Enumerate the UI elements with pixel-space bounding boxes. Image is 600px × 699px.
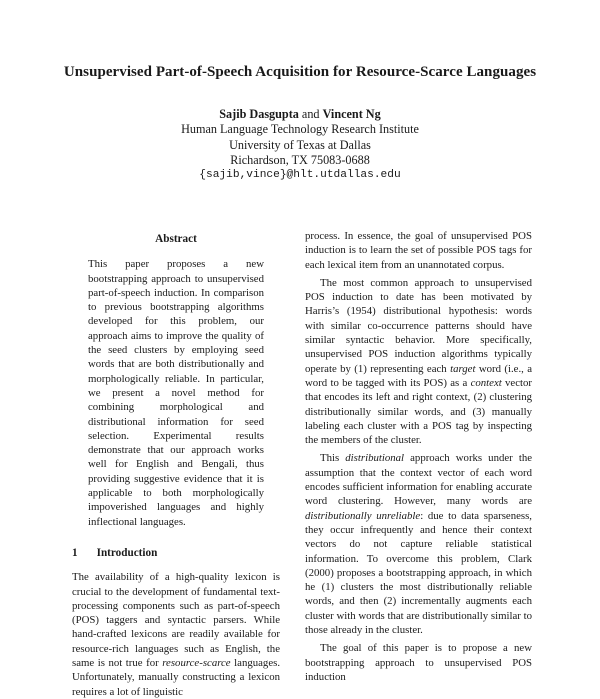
paragraph-distributional-hypothesis bbox=[305, 276, 532, 448]
left-column bbox=[72, 232, 280, 699]
email: {sajib,vince}@hlt.utdallas.edu bbox=[199, 169, 401, 182]
author-name-2: Vincent Ng bbox=[322, 107, 381, 121]
p2-text-c: vector that encodes its left and right context, (2) clustering distributionally similar words, and (3) manually labeling each cluster with a POS tag by inspecting the members of the cluster. bbox=[305, 376, 533, 447]
p2-italic-target: target bbox=[450, 362, 476, 375]
paragraph-goal: The goal of this paper is to propose a new bootstrapping approach to unsupervised POS induction bbox=[305, 642, 532, 683]
p2-italic-context: context bbox=[470, 376, 502, 389]
university: University of Texas at Dallas bbox=[229, 137, 371, 152]
p2-text-a: The most common approach to unsupervised POS induction to date has been motivated by Harris’s (1954) distributional hypothesis: words with similar co-occurrence patterns should have similar syntactic behavior. More specifically, unsupervised POS induction algorithms typically operate by (1) representing each bbox=[305, 276, 532, 375]
p3-text-a: This bbox=[320, 452, 340, 465]
intro-text-1: The availability of a high-quality lexicon is crucial to the development of fundamental text-processing components such as part-of-speech (POS) taggers and syntactic parsers. While hand-crafted lexicons are readily available for resource-rich languages such as English, the same is not true for bbox=[72, 571, 280, 670]
introduction-paragraph bbox=[72, 570, 280, 699]
author-block bbox=[0, 107, 600, 183]
paragraph-continued: process. In essence, the goal of unsupervised POS induction is to learn the set of possible POS tags for each lexical item from an unannotated corpus. bbox=[305, 230, 532, 271]
author-conjunction: and bbox=[301, 107, 320, 121]
p3-text-b: approach works under the assumption that the context vector of each word encodes sufficient information for enabling accurate word clustering. However, many words are bbox=[305, 452, 533, 508]
paper-title: Unsupervised Part-of-Speech Acquisition for Resource-Scarce Languages bbox=[63, 64, 537, 80]
address: Richardson, TX 75083-0688 bbox=[230, 152, 370, 167]
p3-italic-distributional: distributional bbox=[345, 452, 405, 465]
intro-text-2: languages. Unfortunately, manually constructing a lexicon requires a lot of linguistic bbox=[72, 657, 281, 698]
right-column bbox=[305, 229, 532, 688]
p3-text-c: : due to data sparseness, they occur infrequently and hence their context vectors do not capture reliable statistical information. To overcome this problem, Clark (2000) proposes a bootstrapping approach, in which he (1) clusters the most distributionally reliable words, and then (2) incrementally augments each cluster with words that are distributionally similar to those already in the cluster. bbox=[305, 509, 532, 637]
affiliation: Human Language Technology Research Institute bbox=[181, 122, 419, 137]
abstract-text: This paper proposes a new bootstrapping approach to unsupervised part-of-speech induction. In comparison to previous bootstrapping algorithms developed for this problem, our approach aims to improve the quality of the seed clusters by employing seed words that are both distributionally and morphologically reliable. In particular, we present a novel method for combining morphological and distributional information for seed selection. Experimental results demonstrate that our approach works well for English and Bengali, thus providing suggestive evidence that it is applicable to both morphologically impoverished languages and highly inflectional languages. bbox=[88, 258, 264, 528]
section-title: Introduction bbox=[96, 546, 158, 559]
section-number: 1 bbox=[72, 546, 78, 559]
p3-italic-unreliable: distributionally unreliable bbox=[305, 509, 421, 522]
abstract-heading: Abstract bbox=[155, 233, 197, 245]
author-name-1: Sajib Dasgupta bbox=[219, 107, 299, 121]
section-heading-introduction bbox=[72, 546, 280, 560]
p2-text-b: word (i.e., a word to be tagged with its POS) as a bbox=[305, 362, 533, 389]
author-line bbox=[0, 107, 600, 122]
intro-italic-resource-scarce: resource-scarce bbox=[162, 657, 231, 670]
paragraph-distributional-approach bbox=[305, 451, 532, 637]
